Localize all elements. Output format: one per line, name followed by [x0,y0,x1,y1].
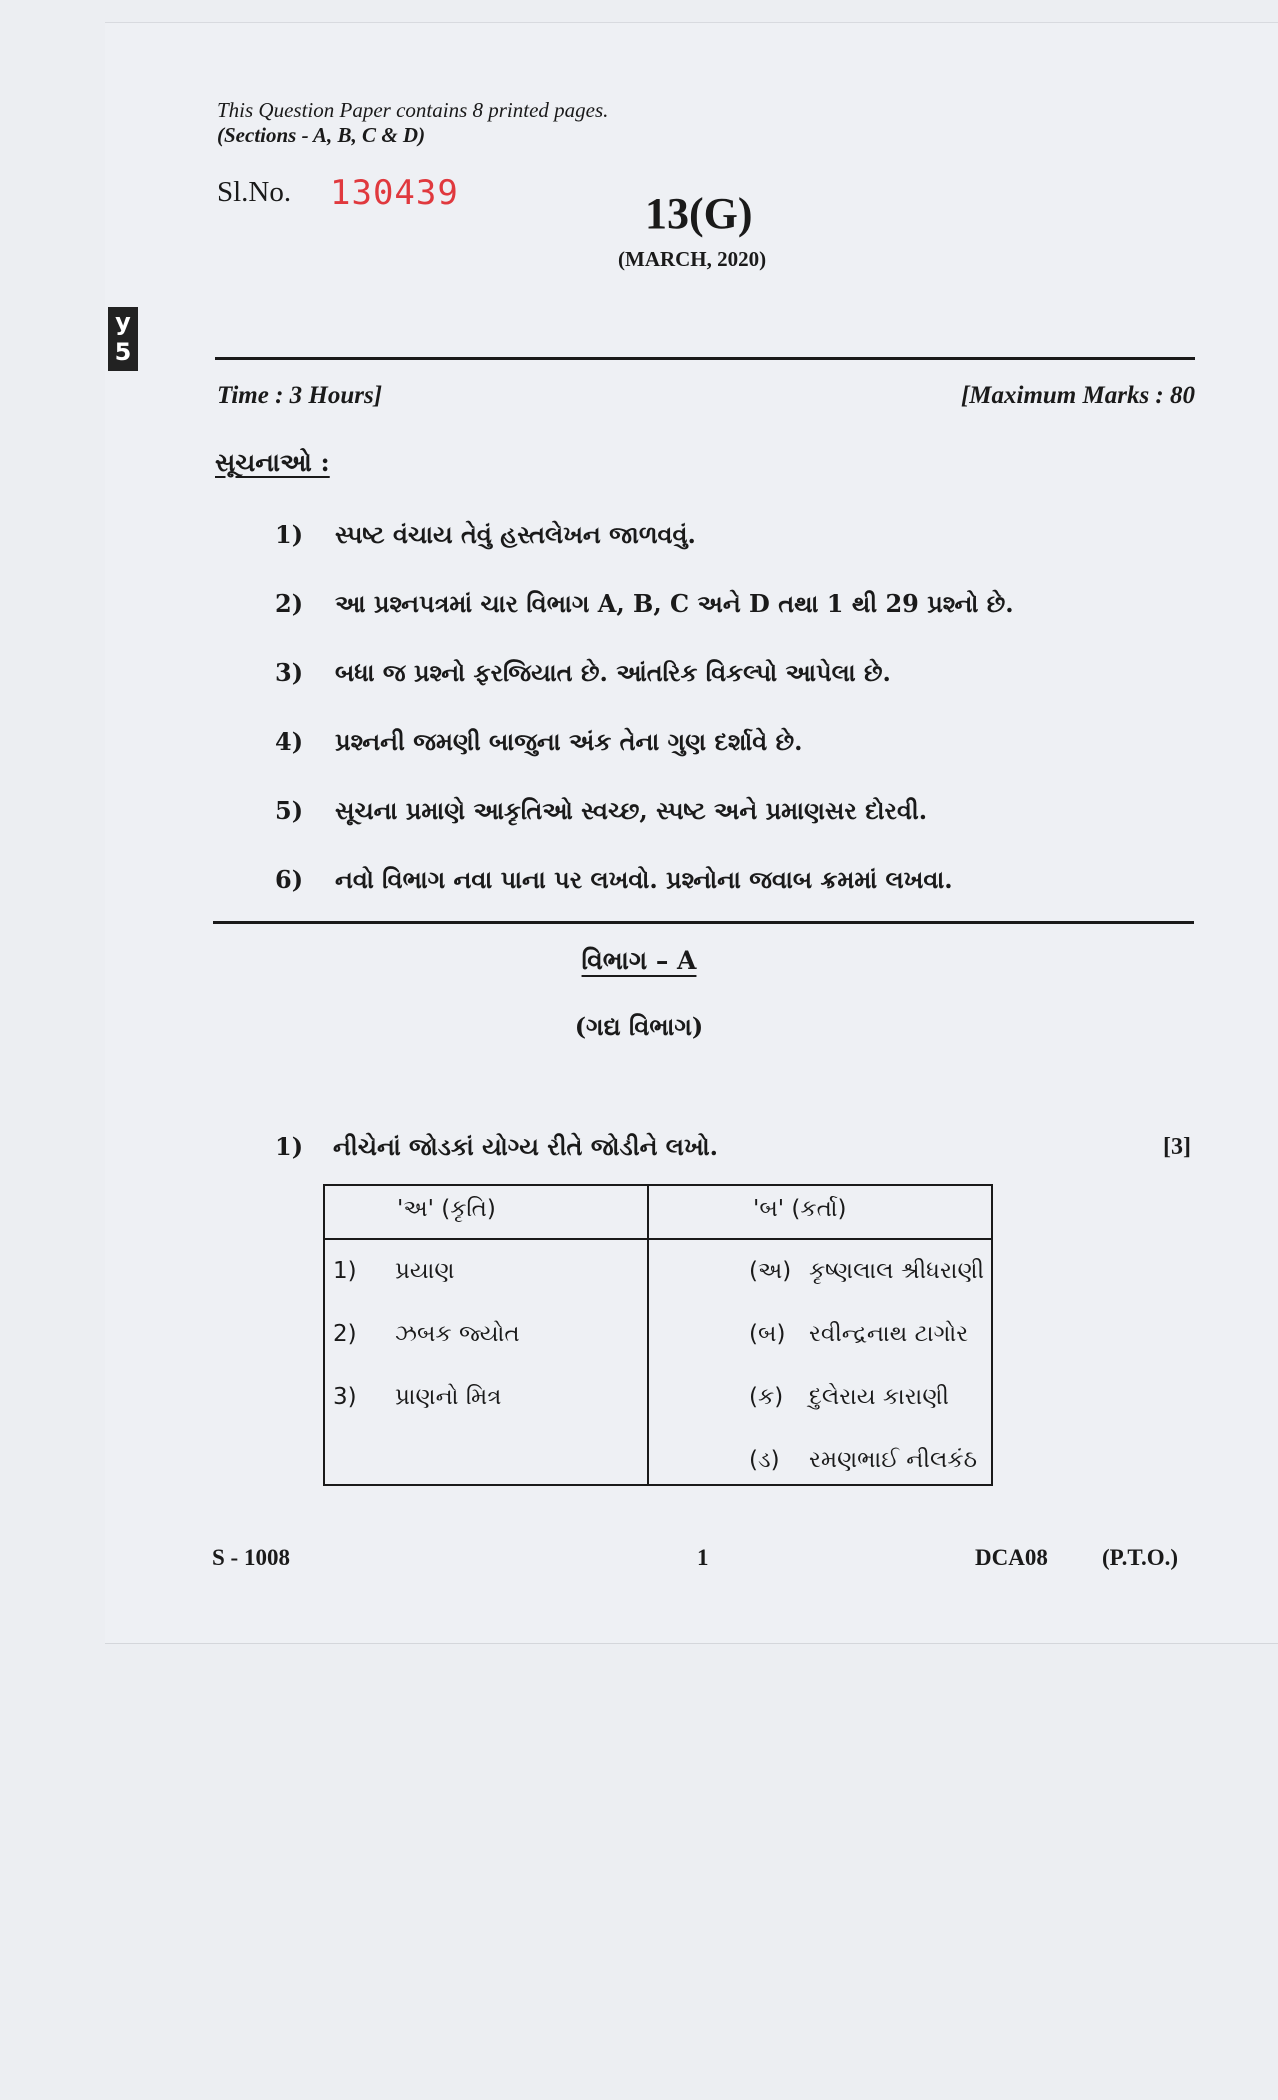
col-a-number: 2) [333,1321,357,1347]
instruction-text: સૂચના પ્રમાણે આકૃતિઓ સ્વચ્છ, સ્પષ્ટ અને પ્રમાણસર દોરવી. [335,796,928,825]
maximum-marks: [Maximum Marks : 80 [960,382,1195,409]
side-tab-letter: y [115,308,131,336]
col-a-item: પ્રાણનો મિત્ર [395,1384,502,1410]
col-a-item: ઝબક જ્યોત [395,1321,520,1347]
paper-code: 13(G) [645,189,753,238]
exam-date: (MARCH, 2020) [618,247,767,271]
side-tab-digit: 5 [114,338,132,366]
col-b-item: દુલેરાય કારાણી [809,1384,949,1410]
footer-code: S - 1008 [212,1545,290,1570]
instruction-number: 5) [275,796,304,825]
please-turn-over: (P.T.O.) [1102,1545,1179,1570]
col-a-number: 3) [333,1384,357,1410]
instruction-item [275,589,1014,618]
instruction-number: 6) [275,865,304,894]
pages-note: This Question Paper contains 8 printed pages. [217,98,609,122]
instruction-text: નવો વિભાગ નવા પાના પર લખવો. પ્રશ્નોના જવાબ ક્રમમાં લખવા. [335,865,953,894]
instruction-item [275,865,953,894]
section-title-text: વિભાગ – A [581,946,697,975]
instruction-text: પ્રશ્નની જમણી બાજુના અંક તેના ગુણ દર્શાવે છે. [335,727,803,756]
column-divider [647,1186,649,1484]
serial-number-label: Sl.No. [217,176,292,208]
question-marks: [3] [1163,1134,1191,1160]
instruction-number: 3) [275,658,304,687]
instructions-title: સૂચનાઓ : [215,448,330,477]
question-text: નીચેનાં જોડકાં યોગ્ય રીતે જોડીને લખો. [333,1132,719,1161]
col-b-label: (બ) [749,1321,786,1347]
serial-number-value: 130439 [330,173,459,213]
section-title [0,946,1278,976]
match-table [323,1184,993,1486]
col-b-label: (ક) [749,1384,784,1410]
top-divider [215,357,1195,360]
col-b-label: (ડ) [749,1447,780,1473]
side-tab-marker [108,307,138,371]
instruction-item [275,658,891,687]
col-b-item: રવીન્દ્રનાથ ટાગોર [809,1321,969,1347]
col-a-item: પ્રયાણ [395,1258,455,1284]
footer-series-code: DCA08 [975,1545,1048,1570]
sections-note: (Sections - A, B, C & D) [217,123,426,147]
time-allowed: Time : 3 Hours] [217,382,383,409]
page-number: 1 [697,1545,709,1570]
instructions-divider [213,921,1194,924]
column-b-header: 'બ' (કર્તા) [753,1196,847,1222]
section-subtitle: (ગદ્ય વિભાગ) [574,1012,704,1041]
header-divider [325,1238,991,1240]
column-a-header: 'અ' (કૃતિ) [397,1196,496,1222]
instruction-number: 4) [275,727,304,756]
instruction-text: આ પ્રશ્નપત્રમાં ચાર વિભાગ A, B, C અને D તથા 1 થી 29 પ્રશ્નો છે. [335,589,1014,618]
col-b-item: રમણભાઈ નીલકંઠ [809,1447,978,1473]
instruction-text: સ્પષ્ટ વંચાય તેવું હસ્તલેખન જાળવવું. [335,520,696,549]
instruction-text: બધા જ પ્રશ્નો ફરજિયાત છે. આંતરિક વિકલ્પો આપેલા છે. [335,658,891,687]
col-b-label: (અ) [749,1258,792,1284]
col-a-number: 1) [333,1258,357,1284]
instruction-number: 2) [275,589,304,618]
instruction-number: 1) [275,520,304,549]
instruction-item [275,727,802,756]
col-b-item: કૃષ્ણલાલ શ્રીધરાણી [809,1258,985,1284]
instruction-item [275,796,927,825]
question-number: 1) [275,1132,304,1161]
instruction-item [275,520,696,549]
